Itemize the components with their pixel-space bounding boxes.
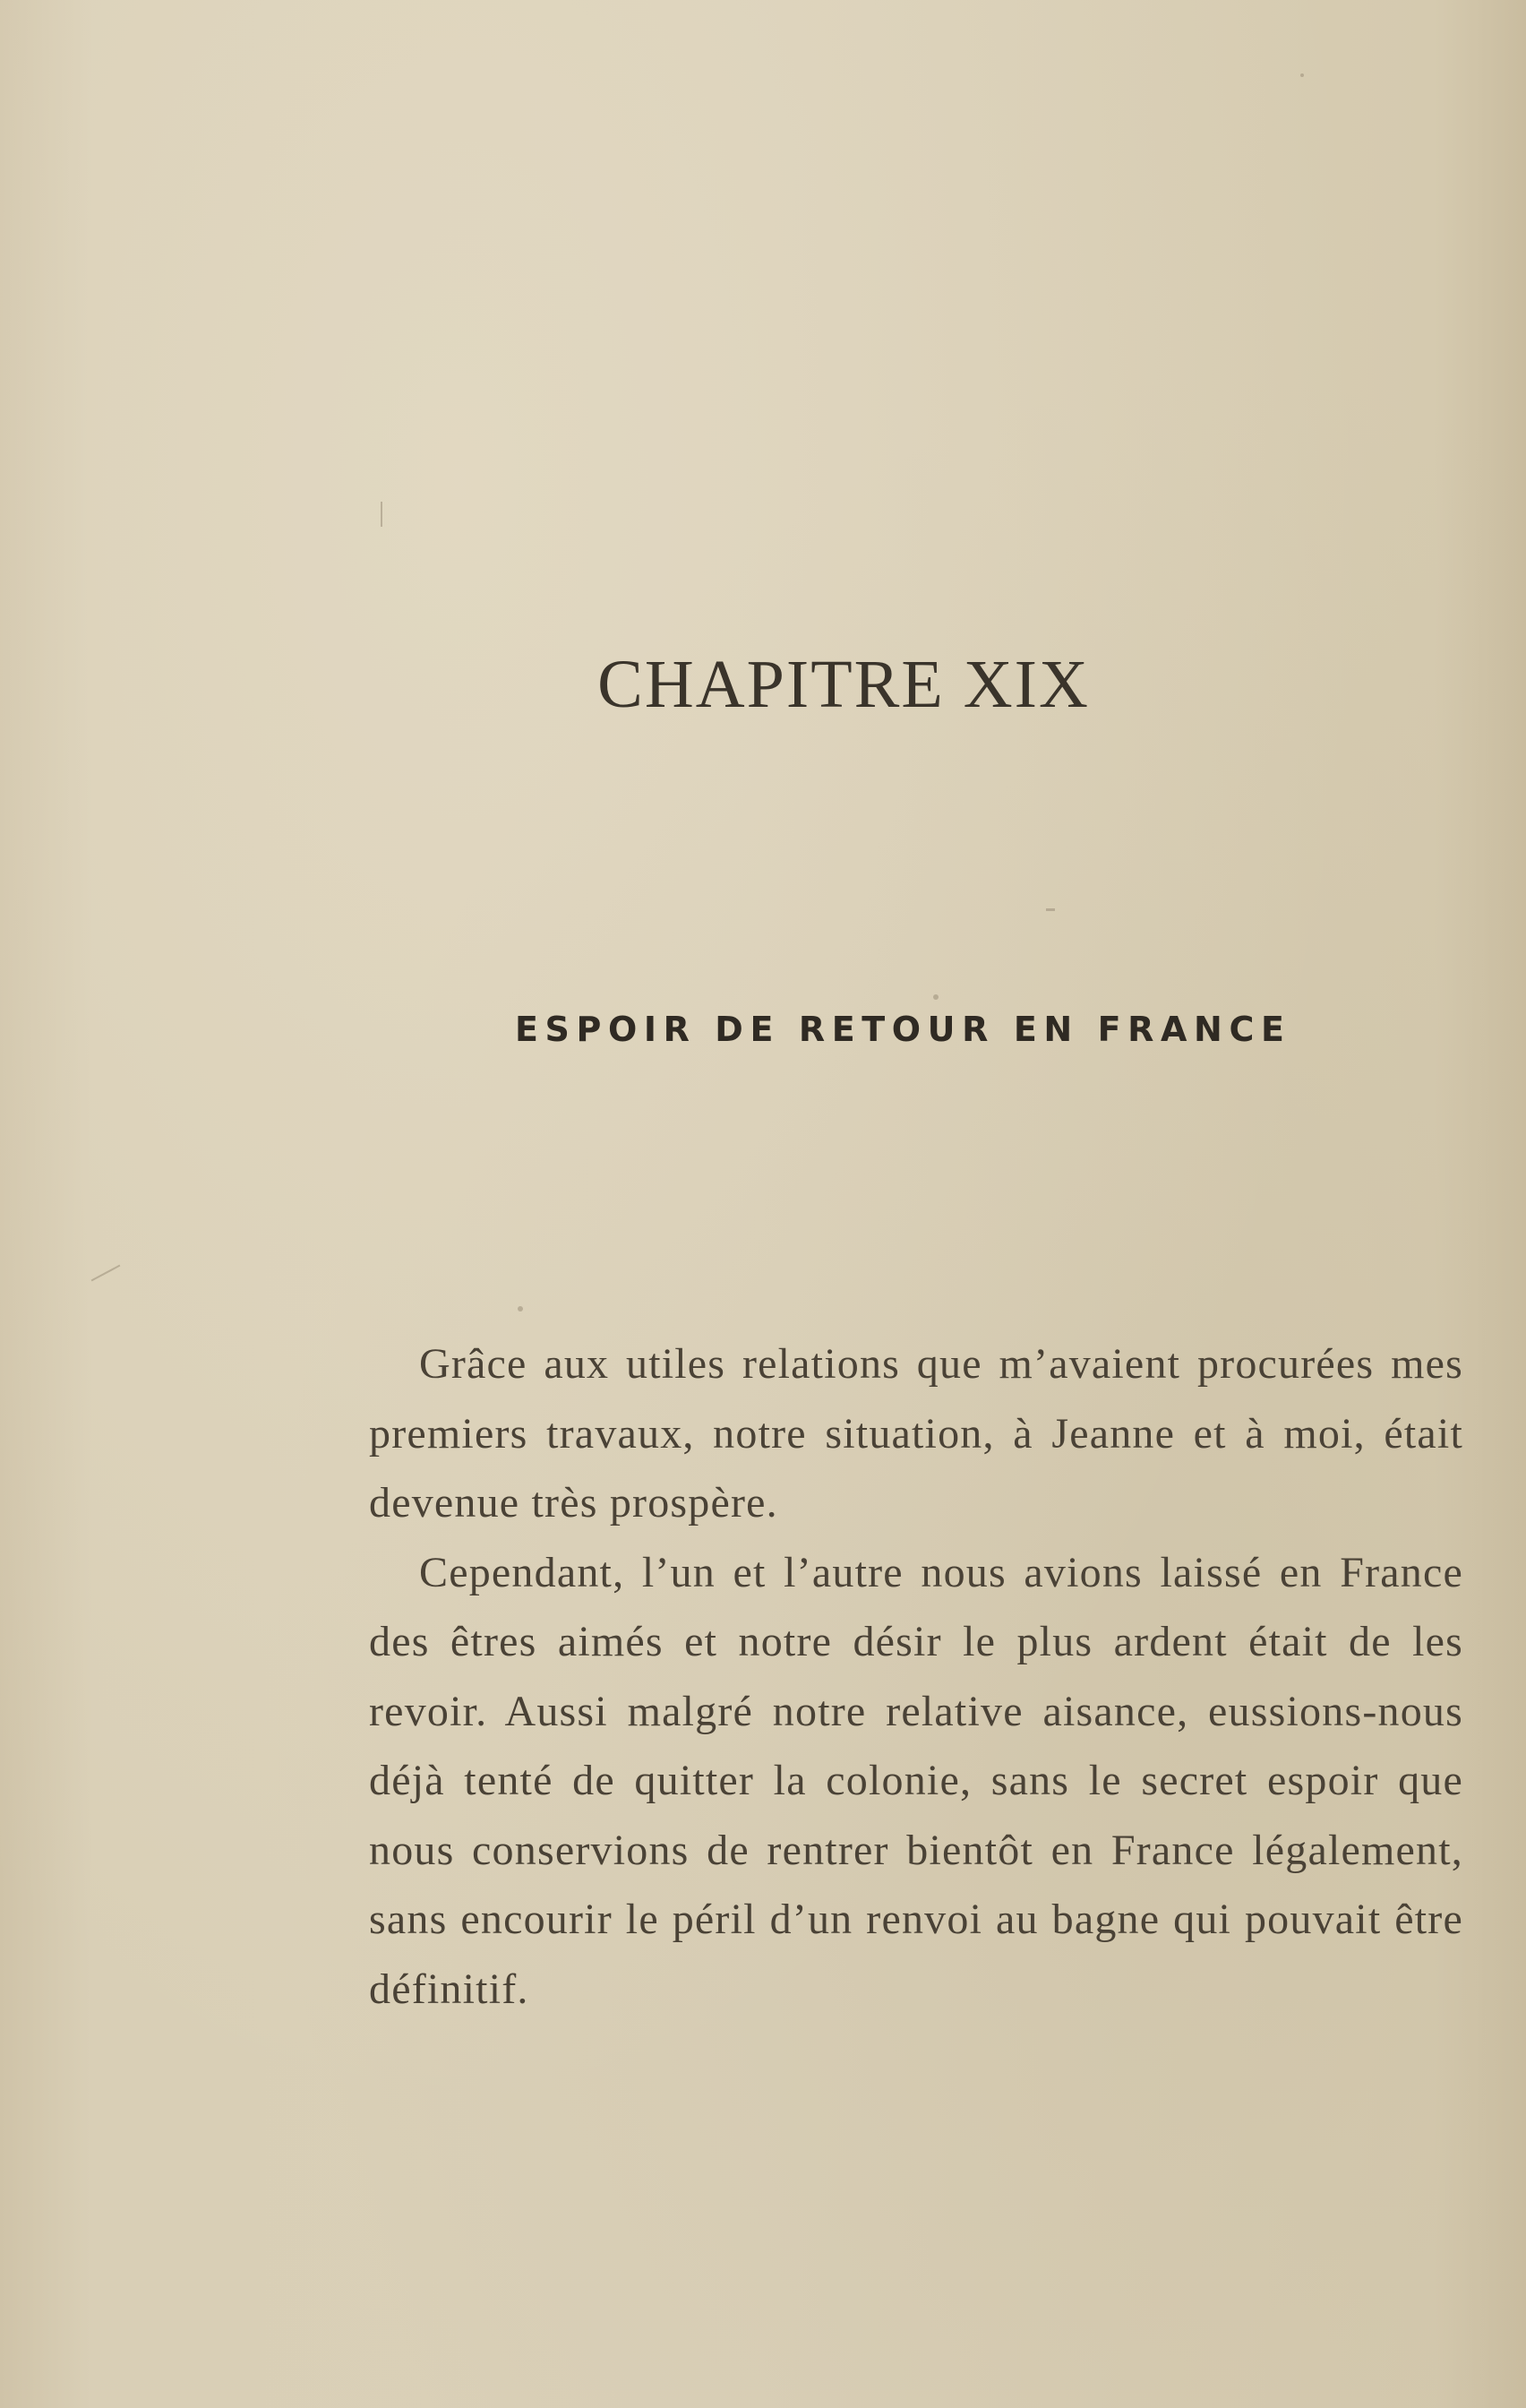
- paper-speck: [381, 502, 382, 527]
- paper-speck: [1046, 908, 1055, 911]
- chapter-title: CHAPITRE XIX: [597, 647, 1090, 722]
- body-text: [369, 1329, 1463, 2024]
- paper-speck: [518, 1306, 523, 1312]
- paragraph-2: Cependant, l’un et l’autre nous avions laissé en France des êtres aimés et notre désir le plus ardent était de les revoir. Aussi malgré notre relative aisance, eussions-nous déjà tenté de quitter la colonie, sans le secret espoir que nous conservions de rentrer bientôt en France légalement, sans encourir le péril d’un renvoi au bagne qui pouvait être définitif.: [369, 1548, 1463, 2013]
- paragraph-1: Grâce aux utiles relations que m’avaient procurées mes premiers travaux, notre situation, à Jeanne et à moi, était devenue très prospère.: [369, 1340, 1463, 1526]
- chapter-subtitle: ESPOIR DE RETOUR EN FRANCE: [515, 1010, 1291, 1049]
- paper-speck: [933, 994, 939, 1000]
- paper-speck: [1300, 73, 1304, 77]
- paper-speck: [91, 1265, 121, 1282]
